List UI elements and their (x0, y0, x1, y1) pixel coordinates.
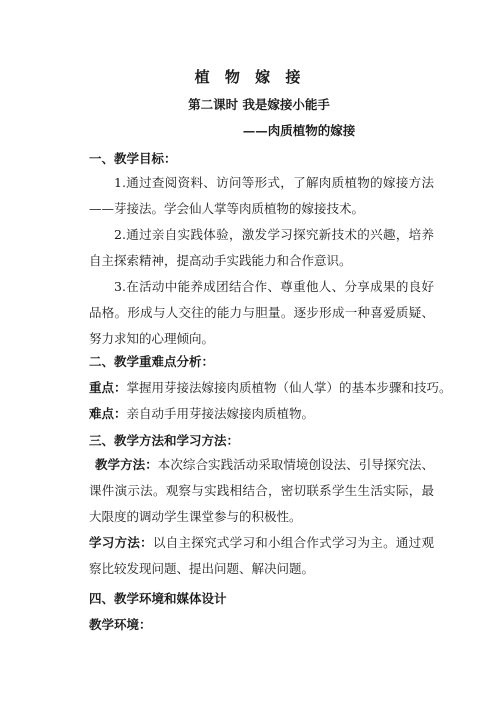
objective-item-3: 3.在活动中能养成团结合作、尊重他人、分享成果的良好品格。形成与人交往的能力与胆量。逐步形成一种喜爱质疑、努力求知的心理倾向。 (89, 279, 434, 346)
difficult-point-text: 亲自动手用芽接法嫁接肉质植物。 (126, 406, 315, 421)
objective-item-1: 1.通过查阅资料、访问等形式，了解肉质植物的嫁接方法——芽接法。学会仙人掌等肉质植物的嫁接技术。 (89, 175, 434, 216)
teaching-method-text: 本次综合实践活动采取情境创设法、引导探究法、课件演示法。观察与实践相结合，密切联系学生生活实际，最大限度的调动学生课堂参与的积极性。 (89, 457, 434, 524)
teaching-method-label: 教学方法： (95, 457, 158, 472)
learning-method-label: 学习方法： (89, 535, 153, 550)
section-heading-environment: 四、教学环境和媒体设计 (89, 591, 227, 606)
section-heading-methods: 三、教学方法和学习方法： (89, 433, 240, 448)
difficult-point-label: 难点： (89, 406, 127, 421)
learning-method-text: 以自主探究式学习和小组合作式学习为主。通过观察比较发现问题、提出问题、解决问题。 (89, 535, 434, 576)
learning-method-paragraph (89, 530, 434, 582)
section-heading-key-points: 二、教学重难点分析： (89, 354, 215, 369)
environment-label: 教学环境： (89, 617, 152, 632)
key-point-text: 掌握用芽接法嫁接肉质植物（仙人掌）的基本步骤和技巧。 (126, 380, 452, 395)
difficult-point-line (89, 404, 314, 422)
lesson-topic: ——肉质植物的嫁接 (242, 123, 356, 138)
objective-item-2: 2.通过亲自实践体验，激发学习探究新技术的兴趣，培养自主探索精神，提高动手实践能力和合作意识。 (89, 227, 434, 268)
teaching-method-paragraph (89, 452, 434, 530)
lesson-subtitle: 第二课时 我是嫁接小能手 (188, 97, 330, 112)
section-heading-objectives: 一、教学目标： (89, 151, 177, 166)
key-point-label: 重点： (89, 380, 127, 395)
document-title: 植 物 嫁 接 (194, 68, 306, 86)
key-point-line (89, 378, 452, 396)
